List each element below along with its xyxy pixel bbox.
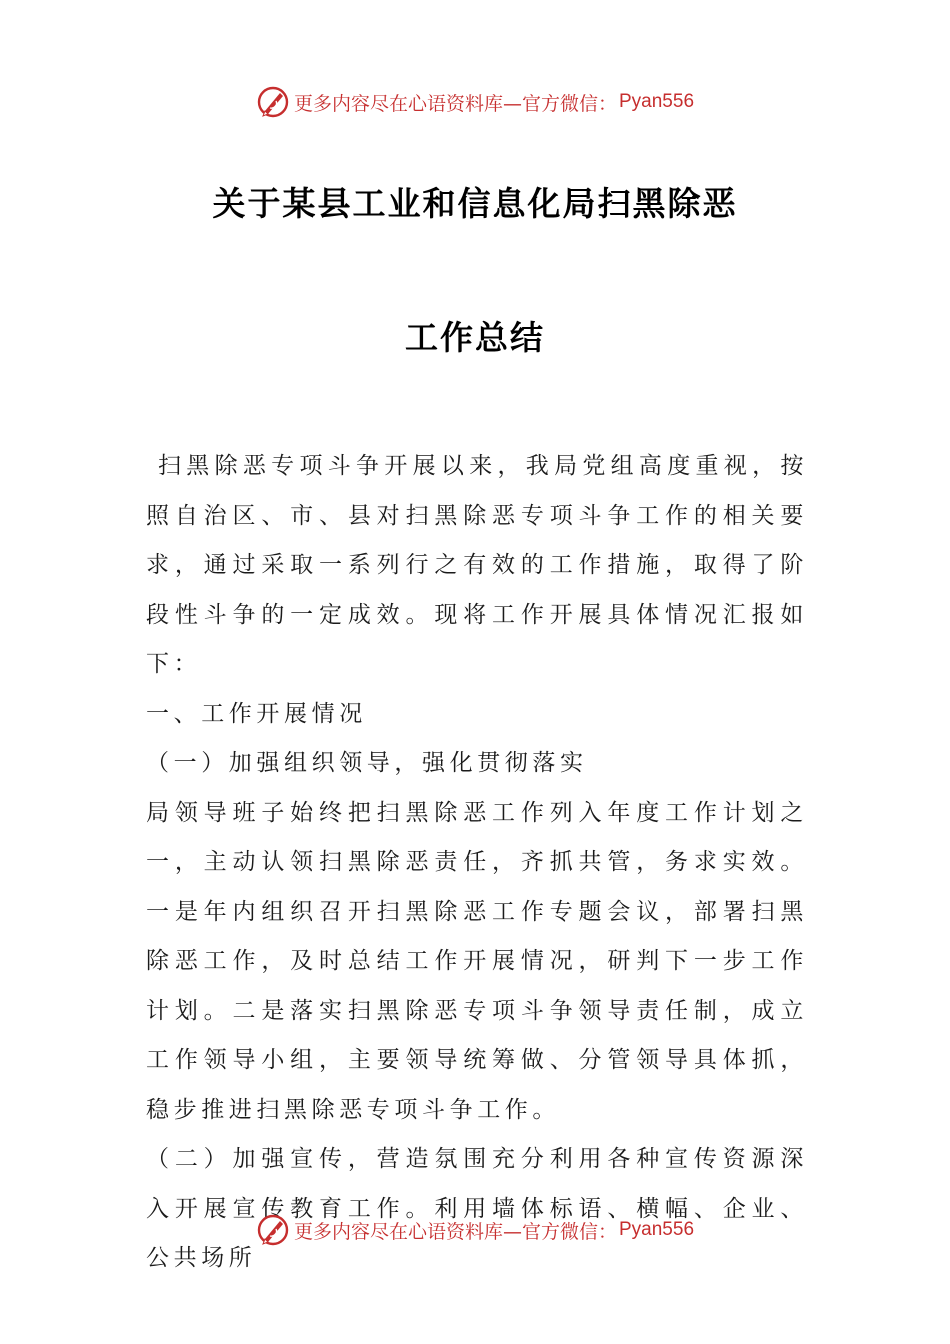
watermark-text: 更多内容尽在心语资料库—官方微信： — [293, 92, 617, 115]
pen-circle-logo-icon — [256, 85, 290, 119]
body-paragraph-intro: 扫黑除恶专项斗争开展以来，我局党组高度重视，按照自治区、市、县对扫黑除恶专项斗争工作的相关要求，通过采取一系列行之有效的工作措施，取得了阶段性斗争的一定成效。现将工作开展具体情况汇报如下： — [146, 453, 808, 677]
document-title-line2: 工作总结 — [405, 318, 545, 357]
watermark-text: 更多内容尽在心语资料库—官方微信： — [293, 1220, 617, 1243]
pen-circle-logo-icon — [256, 1213, 290, 1247]
document-title-line1: 关于某县工业和信息化局扫黑除恶 — [212, 184, 738, 223]
watermark-wechat-id: Pyan556 — [619, 1219, 695, 1240]
subsection-heading-2: （二）加强宣传，营造氛围充分利用各种宣传资源深入开展宣传教育工作。利用墙体标语、横幅、企业、公共场所 — [146, 1146, 808, 1271]
subsection-heading-1: （一）加强组织领导，强化贯彻落实 — [146, 750, 588, 776]
watermark-banner-top — [0, 82, 950, 122]
watermark-wechat-id: Pyan556 — [619, 91, 695, 112]
document-body — [146, 442, 808, 1284]
watermark-banner-bottom — [0, 1210, 950, 1250]
section-heading-1: 一、工作开展情况 — [146, 700, 367, 727]
body-paragraph-leadership: 局领导班子始终把扫黑除恶工作列入年度工作计划之一，主动认领扫黑除恶责任，齐抓共管，务求实效。一是年内组织召开扫黑除恶工作专题会议，部署扫黑除恶工作，及时总结工作开展情况，研判下一步工作计划。二是落实扫黑除恶专项斗争领导责任制，成立工作领导小组，主要领导统筹做、分管领导具体抓，稳步推进扫黑除恶专项斗争工作。 — [146, 799, 808, 1123]
